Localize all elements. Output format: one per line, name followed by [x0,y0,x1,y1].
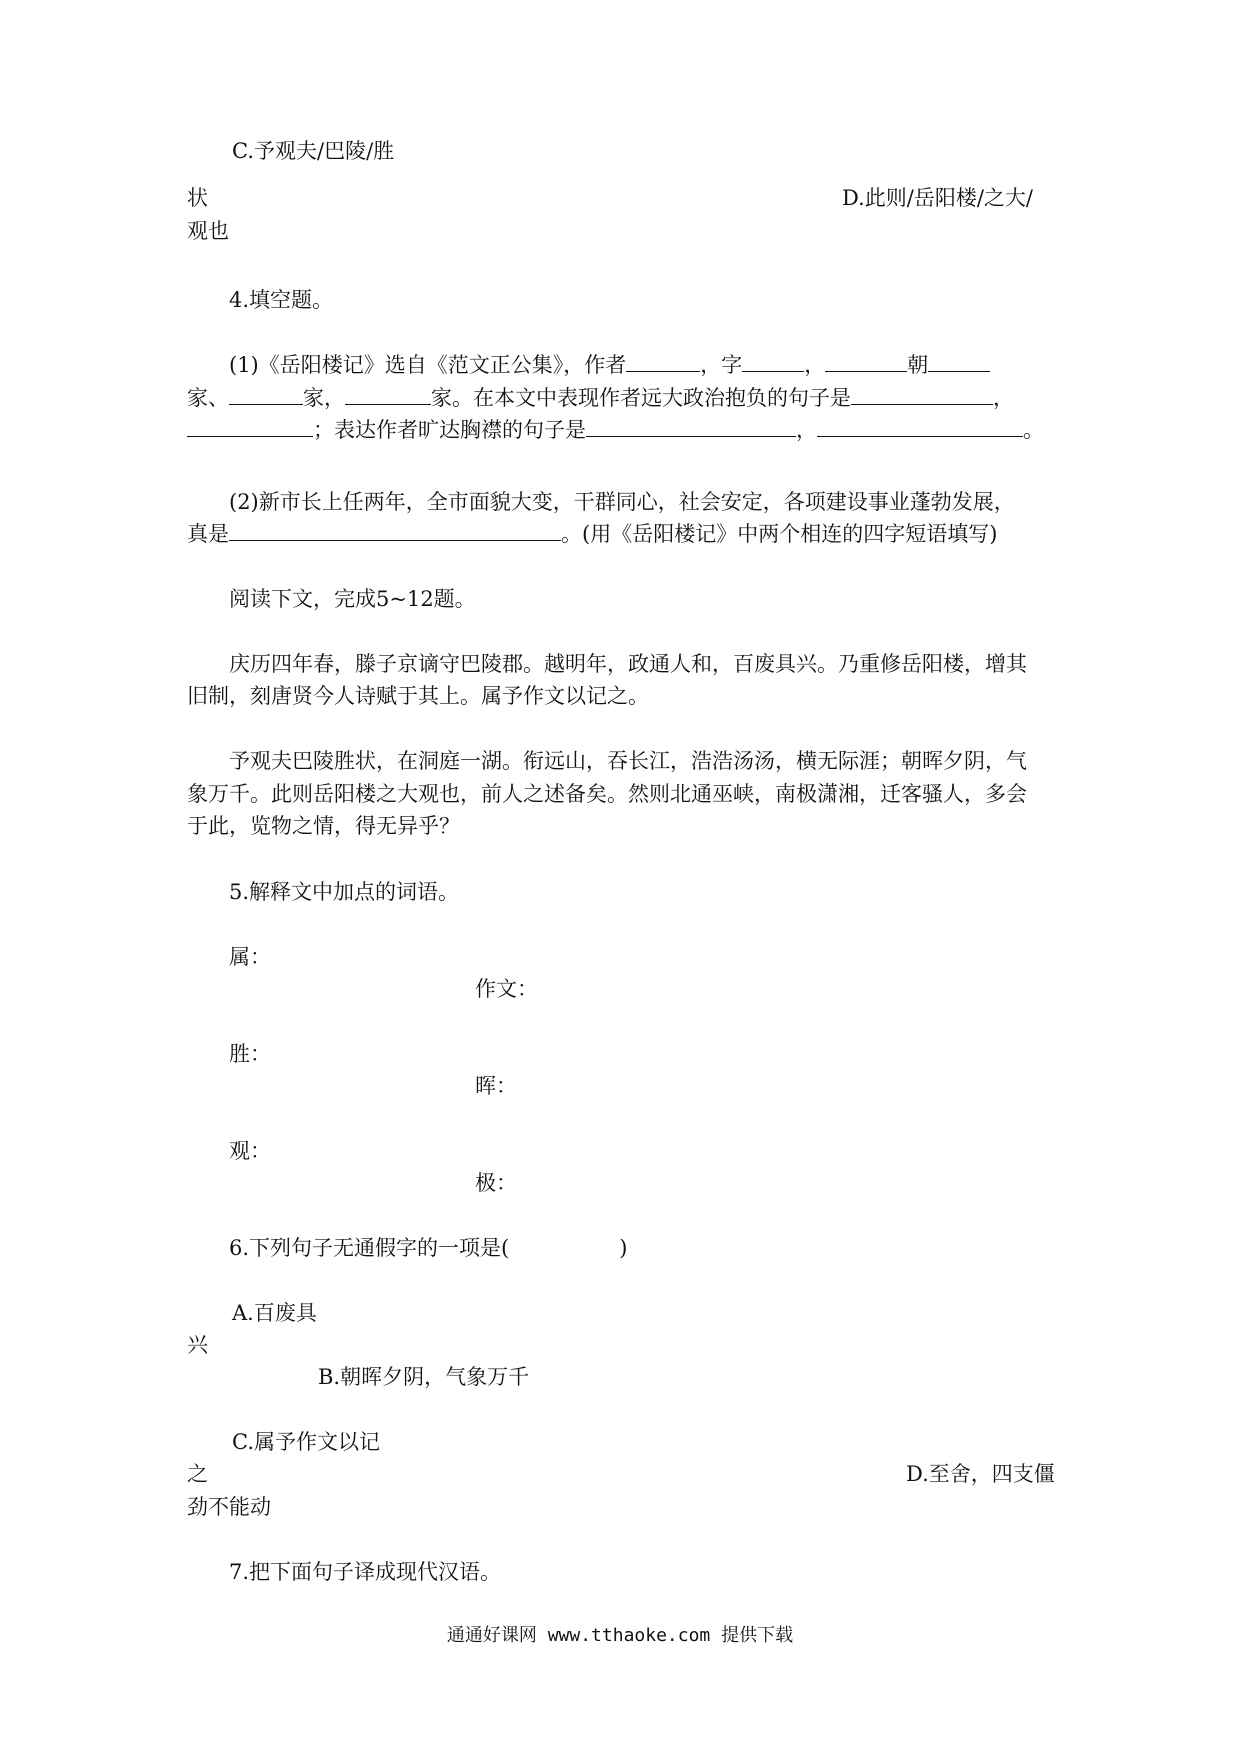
passage-2-line2: 象万千。此则岳阳楼之大观也，前人之述备矣。然则北通巫峡，南极潇湘，迁客骚人，多会 [187,782,1027,806]
q7-title: 7.把下面句子译成现代汉语。 [229,1560,502,1584]
blank-role-3[interactable] [345,382,431,405]
reading-intro: 阅读下文，完成5~12题。 [229,587,476,611]
blank-ambition-sentence-1[interactable] [851,382,993,405]
q3-option-c: C.予观夫/巴陵/胜 [232,139,395,163]
q4-p2-line1: (2)新市长上任两年，全市面貌大变，干群同心，社会安定，各项建设事业蓬勃发展， [229,490,1015,514]
q6-option-c: C.属予作文以记 [232,1430,380,1454]
q5-word-zuowen: 作文： [475,977,538,1001]
q5-word-ji: 极： [475,1171,517,1195]
q4-p1-text-g: 家。在本文中表现作者远大政治抱负的句子是 [431,386,851,410]
q4-p1-line1 [229,349,990,380]
blank-courtesy-name[interactable] [742,349,804,372]
passage-2-line3: 于此，览物之情，得无异乎？ [187,814,460,838]
blank-ambition-sentence-2[interactable] [187,414,313,437]
blank-broadmind-sentence-1[interactable] [586,414,796,437]
q4-p2-line2 [187,518,997,549]
blank-role-2[interactable] [229,382,303,405]
q6-option-a-tail: 兴 [187,1333,208,1357]
q3-option-d: D.此则/岳阳楼/之大/ [842,186,1033,210]
q4-p1-text-c: ， [804,353,826,377]
q6-title [229,1233,627,1263]
q4-p1-text-f: 家， [303,386,345,410]
passage-1-line1: 庆历四年春，滕子京谪守巴陵郡。越明年，政通人和，百废具兴。乃重修岳阳楼，增其 [229,652,1027,676]
q4-title: 4.填空题。 [229,288,334,312]
q4-p1-text-e: 家、 [187,386,229,410]
q3-option-c-tail: 状 [187,186,208,210]
q5-word-hui: 晖： [475,1074,517,1098]
q5-word-shu: 属： [229,945,271,969]
blank-dynasty[interactable] [825,349,907,372]
q4-p1-line2 [187,382,1014,413]
q4-p1-text-d: 朝 [907,353,929,377]
q5-title: 5.解释文中加点的词语。 [229,880,460,904]
blank-role-1[interactable] [928,349,990,372]
blank-author[interactable] [626,349,700,372]
blank-broadmind-sentence-2[interactable] [817,414,1023,437]
q4-p2-text-b: 真是 [187,522,229,546]
passage-1-line2: 旧制，刻唐贤今人诗赋于其上。属予作文以记之。 [187,684,649,708]
q4-p1-text-b: ，字 [700,353,743,377]
q6-option-d-tail: 劲不能动 [187,1495,271,1519]
blank-four-char-phrases[interactable] [229,518,561,541]
q5-word-guan: 观： [229,1139,271,1163]
q6-title-text: 6.下列句子无通假字的一项是( [229,1236,510,1260]
q3-option-d-tail: 观也 [187,219,229,243]
q4-p1-text-a: (1)《岳阳楼记》选自《范文正公集》，作者 [229,353,627,377]
q4-p1-line3 [187,414,1044,445]
q6-title-end: ) [619,1236,628,1260]
page-footer: 通通好课网 www.tthaoke.com 提供下载 [446,1625,794,1646]
q6-option-a: A.百废具 [232,1301,317,1325]
q4-p2-text-c: 。(用《岳阳楼记》中两个相连的四字短语填写) [561,522,998,546]
q6-option-d: D.至舍，四支僵 [906,1462,1055,1486]
q6-option-b: B.朝晖夕阴，气象万千 [318,1365,530,1389]
q4-p1-text-h: ， [993,386,1014,410]
q5-word-sheng: 胜： [229,1042,271,1066]
q4-p1-text-j: ， [796,418,817,442]
q6-option-c-tail: 之 [187,1462,208,1486]
q4-p1-text-i: ；表达作者旷达胸襟的句子是 [313,418,586,442]
passage-2-line1: 予观夫巴陵胜状，在洞庭一湖。衔远山，吞长江，浩浩汤汤，横无际涯；朝晖夕阴，气 [229,749,1027,773]
q4-p1-text-k: 。 [1023,418,1044,442]
